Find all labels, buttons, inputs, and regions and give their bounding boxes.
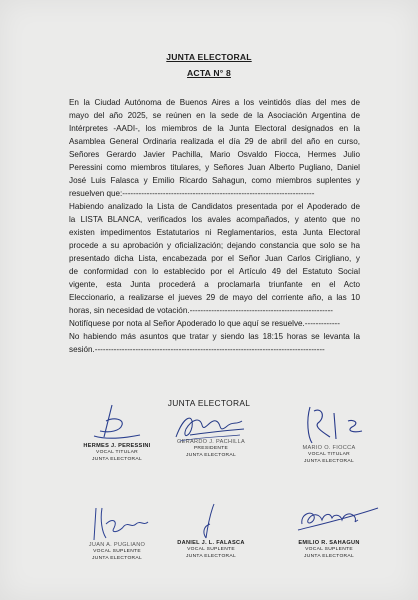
handwritten-signature bbox=[292, 500, 382, 540]
handwritten-signature bbox=[90, 403, 150, 443]
body-line: Asamblea General Ordinaria realizada el día 29 de abril del año en curso, bbox=[69, 137, 360, 146]
body-line: No habiendo más asuntos que tratar y siendo las 18:15 horas se levanta la bbox=[69, 332, 360, 341]
body-line: resuelven que:----------------------------------------------------------------------- bbox=[69, 189, 315, 198]
body-line: Intérpretes -AADI-, los miembros de la Junta Electoral designados en la bbox=[69, 124, 360, 133]
signatory-name: HERMES J. PERESSINI bbox=[83, 443, 151, 449]
body-line: vigente, esta Junta procederá a proclamarla triunfante en el Acto bbox=[69, 280, 360, 289]
document-title: JUNTA ELECTORAL bbox=[166, 52, 252, 62]
signature-block-pachilla bbox=[156, 405, 266, 475]
body-line: existen impedimentos Estatutarios ni Reglamentarios, esta Junta Electoral bbox=[69, 228, 360, 237]
body-line: horas, sin necesidad de votación.----------------------------------------------------- bbox=[69, 306, 333, 315]
body-line: de conformidad con lo establecido por el Artículo 49 del Estatuto Social bbox=[69, 267, 360, 276]
signatory-name: GERARDO J. PACHILLA bbox=[176, 439, 246, 445]
body-line: Señores Gerardo Javier Pachilla, Mario Osvaldo Fiocca, Hermes Julio bbox=[69, 150, 360, 159]
signature-block-fiocca bbox=[274, 405, 384, 475]
body-line: sesión.------------------------------------------------------------------------------------- bbox=[69, 345, 325, 354]
signature-block-falasca bbox=[156, 510, 266, 580]
body-line: presentado dicha Lista, encabezada por el Señor Juan Carlos Cirigliano, y bbox=[69, 254, 360, 263]
signatory-body: JUNTA ELECTORAL bbox=[186, 554, 236, 559]
signatory-body: JUNTA ELECTORAL bbox=[304, 554, 354, 559]
body-line: Habiendo analizado la Lista de Candidatos presentada por el Apoderado de bbox=[69, 202, 360, 211]
act-body bbox=[69, 96, 360, 356]
signatory-name: JUAN A. PUGLIANO bbox=[88, 542, 146, 548]
signatory-body: JUNTA ELECTORAL bbox=[186, 453, 236, 458]
signatory-role: VOCAL TITULAR bbox=[308, 452, 350, 457]
signatory-role: VOCAL TITULAR bbox=[96, 450, 138, 455]
signatory-role: VOCAL SUPLENTE bbox=[93, 549, 141, 554]
signatory-role: PRESIDENTE bbox=[193, 446, 229, 451]
signatory-name: DANIEL J. L. FALASCA bbox=[177, 540, 245, 546]
signature-block-sahagun bbox=[274, 510, 384, 580]
signatures-heading: JUNTA ELECTORAL bbox=[167, 398, 251, 408]
handwritten-signature bbox=[84, 504, 164, 544]
body-line: José Luis Falasca y Emilio Ricardo Sahagun, como miembros suplentes y bbox=[69, 176, 360, 185]
signatory-role: VOCAL SUPLENTE bbox=[187, 547, 235, 552]
handwritten-signature bbox=[290, 403, 370, 448]
body-line: En la Ciudad Autónoma de Buenos Aires a los veintidós días del mes de bbox=[69, 98, 360, 107]
signatory-name: EMILIO R. SAHAGUN bbox=[298, 540, 360, 546]
body-line: Notifíquese por nota al Señor Apoderado lo que aquí se resuelve.------------- bbox=[69, 319, 340, 328]
signatory-name: MARIO O. FIOCCA bbox=[302, 445, 356, 451]
act-number: ACTA N° 8 bbox=[187, 68, 231, 78]
signatory-body: JUNTA ELECTORAL bbox=[92, 457, 142, 462]
body-line: mayo del año 2025, se reúnen en la sede de la Asociación Argentina de bbox=[69, 111, 360, 120]
body-line: procede a su aprobación y oficialización; dejando constancia que solo se ha bbox=[69, 241, 360, 250]
body-line: Peressini como miembros titulares, y Señores Juan Alberto Pugliano, Daniel bbox=[69, 163, 360, 172]
signatory-body: JUNTA ELECTORAL bbox=[304, 459, 354, 464]
body-line: Eleccionario, a realizarse el jueves 29 de mayo del corriente año, a las 10 bbox=[69, 293, 360, 302]
signatory-role: VOCAL SUPLENTE bbox=[305, 547, 353, 552]
body-line: la LISTA BLANCA, verificados los avales acompañados, y atento que no bbox=[69, 215, 360, 224]
signatory-body: JUNTA ELECTORAL bbox=[92, 556, 142, 561]
handwritten-signature bbox=[182, 502, 242, 542]
